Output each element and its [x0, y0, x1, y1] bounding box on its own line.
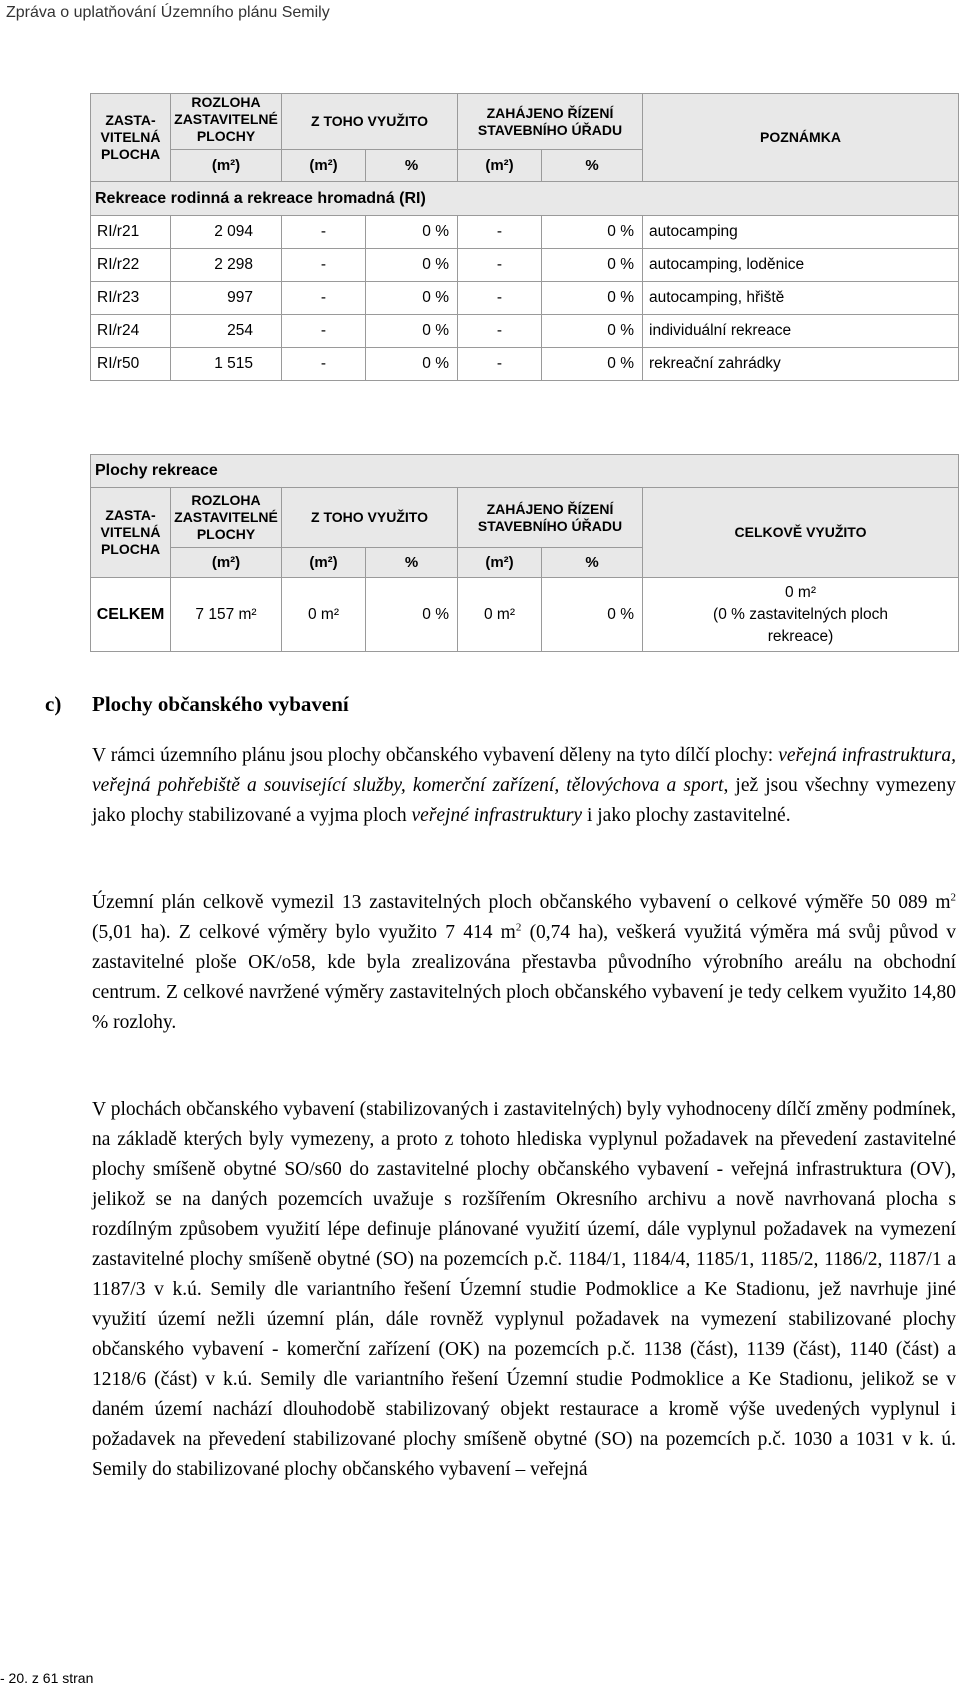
- cell-vyuzito-pct: 0 %: [366, 216, 458, 249]
- cell-zahajeno-pct: 0 %: [542, 249, 643, 282]
- cell-vyuzito-m2: -: [282, 249, 366, 282]
- cell-zahajeno-m2: -: [458, 348, 542, 381]
- cell-vyuzito-pct: 0 %: [366, 249, 458, 282]
- cell-plocha: RI/r23: [91, 282, 171, 315]
- cell-total-vyuzito-pct: 0 %: [366, 578, 458, 652]
- paragraph-2: Územní plán celkově vymezil 13 zastavitelných ploch občanského vybavení o celkové výměře 50 089 $m^2$ (5,01 ha). Z celkové výměry bylo využito 7 414 $m^2$ (0,74 ha), veškerá využitá výměra má svůj původ v zastavitelné ploše OK/o58, kde byla zrealizována přestavba původního výrobního areálu na obchodní centrum. Z celkové navržené výměry zastavitelných ploch občanského vybavení je tedy celkem využito 14,80 % rozlohy.: [92, 891, 956, 1033]
- paragraph-1: V rámci územního plánu jsou plochy občanského vybavení děleny na tyto dílčí plochy: veřejná infrastruktura, veřejná pohřebiště a související služby, komerční zařízení, tělovýchova a sport, jež jsou všechny vymezeny jako plochy stabilizované a vyjma ploch veřejné infrastruktury i jako plochy zastavitelné.: [92, 745, 956, 826]
- unit-vyuzito-pct: %: [366, 548, 458, 578]
- cell-poznamka: autocamping, loděnice: [643, 249, 959, 282]
- cell-zahajeno-m2: -: [458, 249, 542, 282]
- cell-total-vyuzito-m2: 0 m²: [282, 578, 366, 652]
- cell-vyuzito-pct: 0 %: [366, 348, 458, 381]
- cell-plocha: RI/r22: [91, 249, 171, 282]
- table-recreation-areas: [90, 93, 959, 381]
- table-row: [91, 315, 959, 348]
- cell-poznamka: autocamping: [643, 216, 959, 249]
- cell-poznamka: rekreační zahrádky: [643, 348, 959, 381]
- cell-total-label: CELKEM: [91, 578, 171, 652]
- page-footer: - 20. z 61 stran: [0, 1670, 94, 1686]
- cell-poznamka: autocamping, hřiště: [643, 282, 959, 315]
- table-row: [91, 282, 959, 315]
- paragraph-3: V plochách občanského vybavení (stabilizovaných i zastavitelných) byly vyhodnoceny dílčí změny podmínek, na základě kterých byly vymezeny, a proto z tohoto hlediska vyplynul požadavek na převedení zastavitelné plochy smíšeně obytné SO/s60 do zastavitelné plochy občanského vybavení - veřejná infrastruktura (OV), jelikož se na daných pozemcích uvažuje s rozšířením Okresního archivu a nově navrhovaná plocha s rozdílným způsobem využití lépe definuje plánované využití území, dále vyplynul požadavek na vymezení zastavitelné plochy smíšeně obytné (SO) na pozemcích p.č. 1184/1, 1184/4, 1185/1, 1185/2, 1186/2, 1187/1 a 1187/3 v k.ú. Semily dle variantního řešení Územní studie Podmoklice a Ke Stadionu, jež navrhuje jiné využití území nežli územní plán, dále rovněž vyplynul požadavek na vymezení stabilizované plochy občanského vybavení - komerční zařízení (OK) na pozemcích p.č. 1138 (část), 1139 (část), 1140 (část) a 1218/6 (část) v k.ú. Semily dle variantního řešení Územní studie Podmoklice a Ke Stadionu, jelikož se v daném území nachází dlouhodobě stabilizovaný objekt restaurace a kromě výše uvedených vyplynul i požadavek na převedení stabilizované plochy smíšeně obytné (SO) na pozemcích p.č. 1030 a 1031 v k. ú. Semily do stabilizované plochy občanského vybavení – veřejná: [92, 1099, 956, 1480]
- cell-poznamka: individuální rekreace: [643, 315, 959, 348]
- cell-vyuzito-pct: 0 %: [366, 282, 458, 315]
- total-row: [91, 578, 959, 652]
- header-rozloha: ROZLOHA ZASTAVITELNÉ PLOCHY: [171, 488, 282, 548]
- cell-zahajeno-pct: 0 %: [542, 315, 643, 348]
- cell-plocha: RI/r50: [91, 348, 171, 381]
- unit-vyuzito-m2: (m²): [282, 150, 366, 182]
- header-vyuzito: Z TOHO VYUŽITO: [282, 488, 458, 548]
- cell-zahajeno-pct: 0 %: [542, 282, 643, 315]
- cell-total-zahajeno-m2: 0 m²: [458, 578, 542, 652]
- header-plocha: ZASTA- VITELNÁ PLOCHA: [91, 488, 171, 578]
- header-plocha: ZASTA- VITELNÁ PLOCHA: [91, 94, 171, 182]
- unit-vyuzito-m2: (m²): [282, 548, 366, 578]
- cell-rozloha: 254: [171, 315, 282, 348]
- table-row: [91, 348, 959, 381]
- cell-zahajeno-pct: 0 %: [542, 348, 643, 381]
- unit-zahajeno-pct: %: [542, 548, 643, 578]
- header-vyuzito: Z TOHO VYUŽITO: [282, 94, 458, 150]
- table-row: [91, 216, 959, 249]
- cell-total-celkove: 0 m² (0 % zastavitelných ploch rekreace): [643, 578, 959, 652]
- header-celkove: CELKOVĚ VYUŽITO: [643, 488, 959, 578]
- header-rozloha: ROZLOHA ZASTAVITELNÉ PLOCHY: [171, 94, 282, 150]
- cell-rozloha: 2 298: [171, 249, 282, 282]
- cell-vyuzito-m2: -: [282, 216, 366, 249]
- cell-plocha: RI/r21: [91, 216, 171, 249]
- cell-rozloha: 997: [171, 282, 282, 315]
- section-title: Plochy občanského vybavení: [92, 692, 349, 716]
- cell-vyuzito-m2: -: [282, 315, 366, 348]
- cell-plocha: RI/r24: [91, 315, 171, 348]
- unit-vyuzito-pct: %: [366, 150, 458, 182]
- section-label: c): [45, 692, 62, 716]
- running-head: Zpráva o uplatňování Územního plánu Semily: [6, 4, 330, 21]
- cell-zahajeno-pct: 0 %: [542, 216, 643, 249]
- unit-zahajeno-pct: %: [542, 150, 643, 182]
- cell-total-rozloha: 7 157 m²: [171, 578, 282, 652]
- section-heading: [45, 692, 349, 717]
- cell-vyuzito-m2: -: [282, 348, 366, 381]
- cell-total-zahajeno-pct: 0 %: [542, 578, 643, 652]
- section-row: Plochy rekreace: [91, 455, 959, 488]
- cell-rozloha: 2 094: [171, 216, 282, 249]
- cell-zahajeno-m2: -: [458, 315, 542, 348]
- table-row: [91, 249, 959, 282]
- cell-vyuzito-m2: -: [282, 282, 366, 315]
- unit-zahajeno-m2: (m²): [458, 548, 542, 578]
- unit-rozloha: (m²): [171, 548, 282, 578]
- header-zahajeno: ZAHÁJENO ŘÍZENÍ STAVEBNÍHO ÚŘADU: [458, 94, 643, 150]
- cell-rozloha: 1 515: [171, 348, 282, 381]
- header-poznamka: POZNÁMKA: [643, 94, 959, 182]
- table-recreation-summary: [90, 454, 959, 652]
- cell-zahajeno-m2: -: [458, 216, 542, 249]
- unit-rozloha: (m²): [171, 150, 282, 182]
- cell-vyuzito-pct: 0 %: [366, 315, 458, 348]
- cell-zahajeno-m2: -: [458, 282, 542, 315]
- header-zahajeno: ZAHÁJENO ŘÍZENÍ STAVEBNÍHO ÚŘADU: [458, 488, 643, 548]
- section-row: Rekreace rodinná a rekreace hromadná (RI): [91, 182, 959, 216]
- unit-zahajeno-m2: (m²): [458, 150, 542, 182]
